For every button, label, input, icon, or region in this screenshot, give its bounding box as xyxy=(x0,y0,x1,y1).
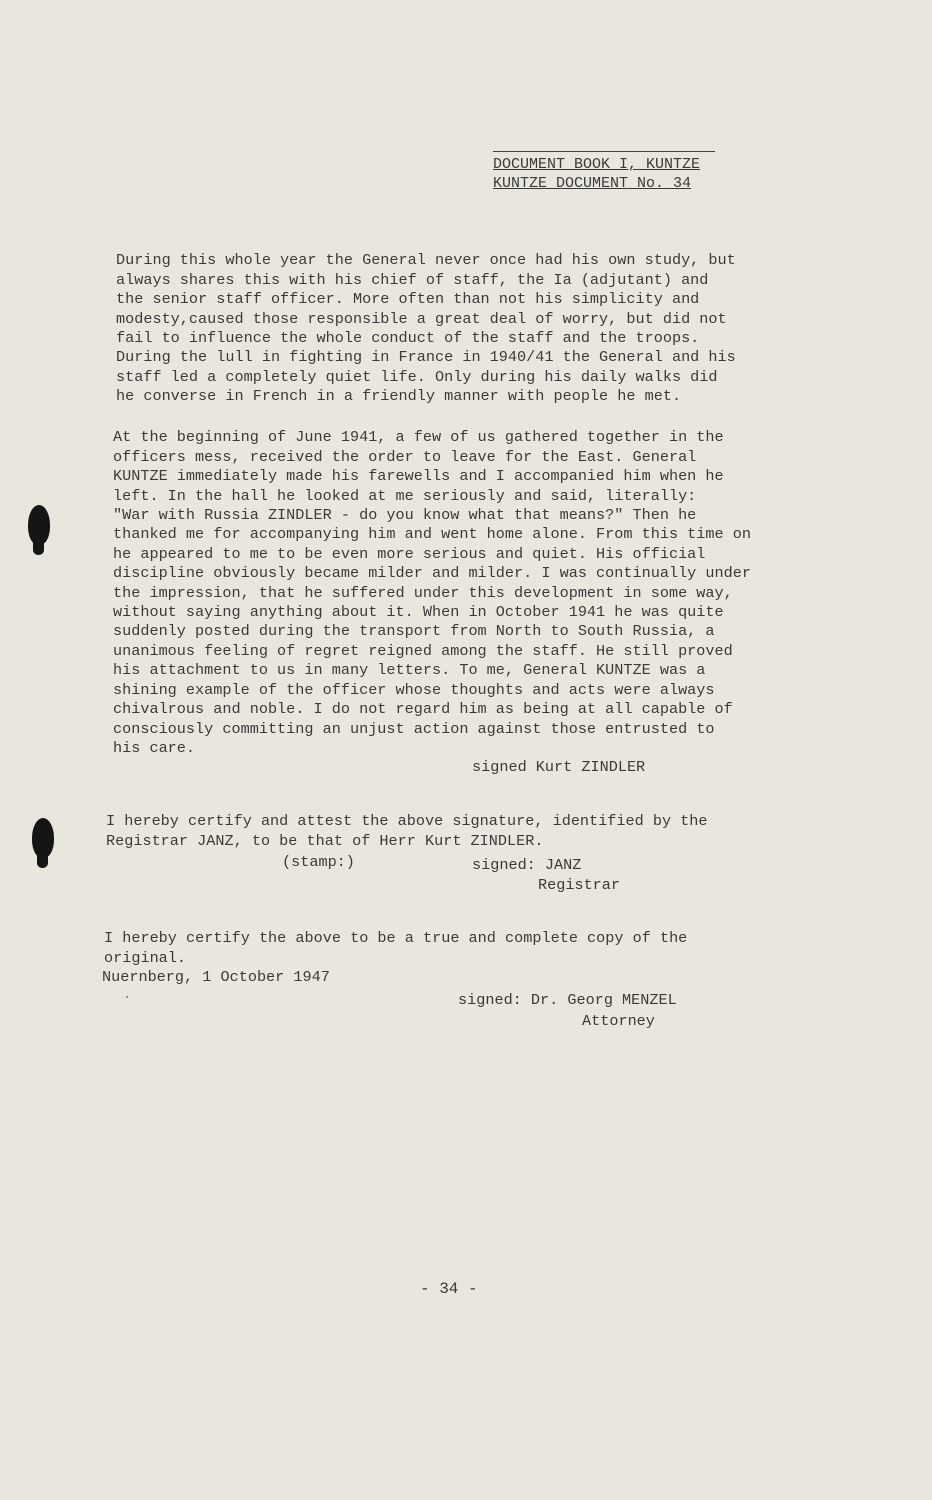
paragraph-2-line: consciously committing an unjust action against those entrusted to xyxy=(113,719,715,738)
paragraph-1 xyxy=(116,232,798,407)
signature-zindler: signed Kurt ZINDLER xyxy=(472,758,646,776)
certification-line: original. xyxy=(104,948,187,967)
paragraph-2-line: "War with Russia ZINDLER - do you know what that means?" Then he xyxy=(113,506,697,525)
paragraph-2-line: discipline obviously became milder and milder. I was continually under xyxy=(113,564,751,583)
certification-signature xyxy=(106,793,788,851)
document-header xyxy=(493,155,700,193)
header-line-1: DOCUMENT BOOK I, KUNTZE xyxy=(493,156,701,173)
paragraph-2-line: his care. xyxy=(113,738,196,757)
place-date: Nuernberg, 1 October 1947 xyxy=(102,968,330,986)
stamp-note: (stamp:) xyxy=(282,853,355,871)
header-line-2: KUNTZE DOCUMENT No. 34 xyxy=(493,175,692,192)
signature-janz: signed: JANZ xyxy=(472,856,582,874)
paragraph-1-line: During this whole year the General never once had his own study, but xyxy=(116,251,736,270)
paragraph-2-line: KUNTZE immediately made his farewells and I accompanied him when he xyxy=(113,467,724,486)
paragraph-1-line: the senior staff officer. More often than not his simplicity and xyxy=(116,290,700,309)
certification-line: I hereby certify and attest the above signature, identified by the xyxy=(106,812,708,831)
paragraph-1-line: fail to influence the whole conduct of the staff and the troops. xyxy=(116,329,700,348)
certification-line: Registrar JANZ, to be that of Herr Kurt ZINDLER. xyxy=(106,831,544,850)
certification-copy xyxy=(104,910,786,968)
paragraph-1-line: he converse in French in a friendly manner with people he met. xyxy=(116,387,682,406)
paragraph-2-line: officers mess, received the order to leave for the East. General xyxy=(113,447,697,466)
paragraph-2-line: he appeared to me to be even more serious and quiet. His official xyxy=(113,544,706,563)
certification-line: I hereby certify the above to be a true and complete copy of the xyxy=(104,929,688,948)
paragraph-1-line: staff led a completely quiet life. Only during his daily walks did xyxy=(116,367,718,386)
paragraph-2-line: left. In the hall he looked at me seriously and said, literally: xyxy=(113,486,697,505)
paragraph-2-line: unanimous feeling of regret reigned among the staff. He still proved xyxy=(113,641,733,660)
paragraph-1-line: always shares this with his chief of staff, the Ia (adjutant) and xyxy=(116,270,709,289)
paragraph-2-line: without saying anything about it. When in October 1941 he was quite xyxy=(113,603,724,622)
punch-hole-bottom xyxy=(32,818,54,858)
registrar-title: Registrar xyxy=(538,876,621,894)
header-rule xyxy=(493,151,715,152)
paragraph-2-line: his attachment to us in many letters. To me, General KUNTZE was a xyxy=(113,661,706,680)
paragraph-2-line: At the beginning of June 1941, a few of us gathered together in the xyxy=(113,428,724,447)
paragraph-1-line: During the lull in fighting in France in 1940/41 the General and his xyxy=(116,348,736,367)
paragraph-1-line: modesty,caused those responsible a great deal of worry, but did not xyxy=(116,309,727,328)
punch-hole-top xyxy=(28,505,50,545)
paragraph-2-line: chivalrous and noble. I do not regard him as being at all capable of xyxy=(113,700,733,719)
paragraph-2-line: shining example of the officer whose thoughts and acts were always xyxy=(113,680,715,699)
paragraph-2-line: the impression, that he suffered under this development in some way, xyxy=(113,583,733,602)
paragraph-2-line: thanked me for accompanying him and went home alone. From this time on xyxy=(113,525,751,544)
paper-speck xyxy=(126,996,128,998)
signature-menzel: signed: Dr. Georg MENZEL xyxy=(458,991,677,1009)
paragraph-2-line: suddenly posted during the transport from North to South Russia, a xyxy=(113,622,715,641)
page-number: - 34 - xyxy=(420,1280,478,1298)
paragraph-2 xyxy=(113,409,795,758)
attorney-title: Attorney xyxy=(582,1012,655,1030)
